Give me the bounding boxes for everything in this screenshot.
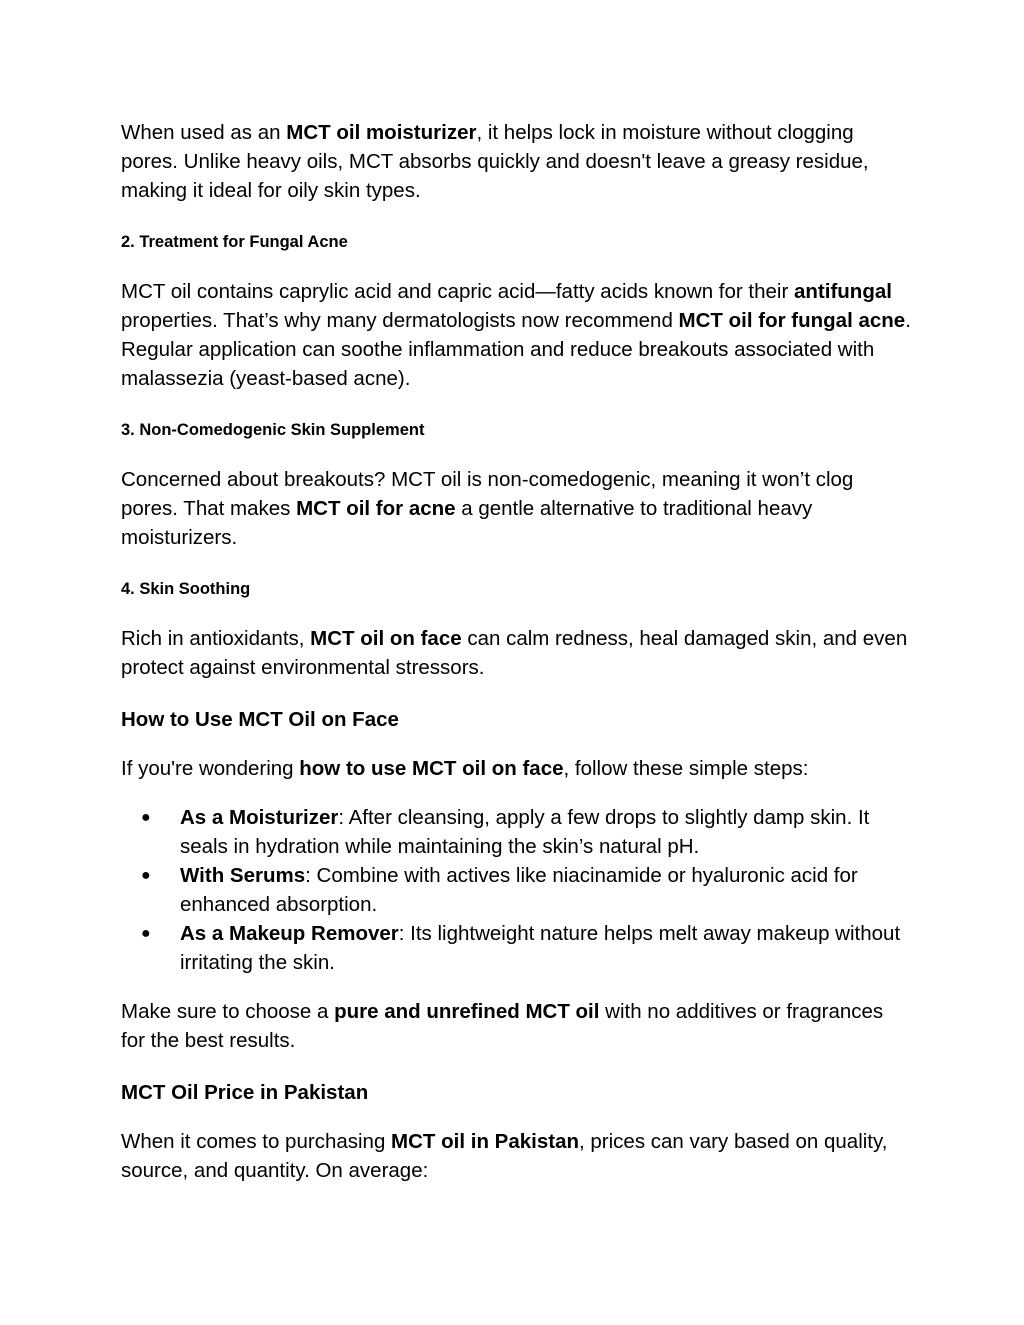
text: with no additives or fragrances for the best results. <box>121 1000 884 1052</box>
paragraph-non-comedogenic <box>121 465 911 552</box>
bold-term: antifungal <box>794 280 892 303</box>
text: If you're wondering <box>121 757 300 780</box>
text: , it helps lock in moisture without clogging pores. Unlike heavy oils, MCT absorbs quickly and doesn't leave a greasy residue, making it ideal for oily skin types. <box>121 121 869 202</box>
step-title: With Serums <box>180 864 306 887</box>
bullet-icon: ● <box>141 925 151 942</box>
bullet-icon: ● <box>141 809 151 826</box>
paragraph-moisturizer <box>121 118 911 205</box>
text: a gentle alternative to traditional heavy moisturizers. <box>121 497 813 549</box>
text: Make sure to choose a <box>121 1000 335 1023</box>
bold-term: MCT oil in Pakistan <box>391 1130 579 1153</box>
list-item <box>121 803 911 861</box>
step-text: : After cleansing, apply a few drops to slightly damp skin. It seals in hydration while maintaining the skin’s natural pH. <box>180 806 870 858</box>
bold-term: MCT oil moisturizer <box>286 121 477 144</box>
step-text: : Its lightweight nature helps melt away makeup without irritating the skin. <box>180 922 901 974</box>
text: , follow these simple steps: <box>563 757 809 780</box>
paragraph-fungal-acne <box>121 277 911 393</box>
list-item <box>121 919 911 977</box>
subheading-non-comedogenic: 3. Non-Comedogenic Skin Supplement <box>121 421 425 439</box>
bullet-icon: ● <box>141 867 151 884</box>
text: When it comes to purchasing <box>121 1130 392 1153</box>
text: When used as an <box>121 121 287 144</box>
bold-term: MCT oil on face <box>310 627 462 650</box>
text: can calm redness, heal damaged skin, and even protect against environmental stressors. <box>121 627 908 679</box>
bold-term: MCT oil for acne <box>296 497 456 520</box>
steps-list <box>121 803 911 977</box>
text: . Regular application can soothe inflammation and reduce breakouts associated with malassezia (yeast-based acne). <box>121 309 911 390</box>
paragraph-choose-pure <box>121 997 911 1055</box>
text: properties. That’s why many dermatologists now recommend <box>121 309 679 332</box>
paragraph-skin-soothing <box>121 624 911 682</box>
bold-term: how to use MCT oil on face <box>299 757 564 780</box>
heading-how-to-use: How to Use MCT Oil on Face <box>121 708 399 731</box>
step-title: As a Makeup Remover <box>180 922 399 945</box>
document-page <box>121 118 911 1185</box>
paragraph-how-to-use-intro <box>121 754 911 783</box>
subheading-skin-soothing: 4. Skin Soothing <box>121 580 251 598</box>
text: Concerned about breakouts? MCT oil is non-comedogenic, meaning it won’t clog pores. That makes <box>121 468 854 520</box>
step-text: : Combine with actives like niacinamide or hyaluronic acid for enhanced absorption. <box>180 864 858 916</box>
step-title: As a Moisturizer <box>180 806 339 829</box>
text: Rich in antioxidants, <box>121 627 311 650</box>
heading-price-pakistan: MCT Oil Price in Pakistan <box>121 1081 369 1104</box>
text: MCT oil contains caprylic acid and capric acid—fatty acids known for their <box>121 280 794 303</box>
text: , prices can vary based on quality, source, and quantity. On average: <box>121 1130 888 1182</box>
paragraph-price-pakistan <box>121 1127 911 1185</box>
bold-term: pure and unrefined MCT oil <box>334 1000 600 1023</box>
bold-term: MCT oil for fungal acne <box>678 309 906 332</box>
list-item <box>121 861 911 919</box>
subheading-fungal-acne: 2. Treatment for Fungal Acne <box>121 233 348 251</box>
